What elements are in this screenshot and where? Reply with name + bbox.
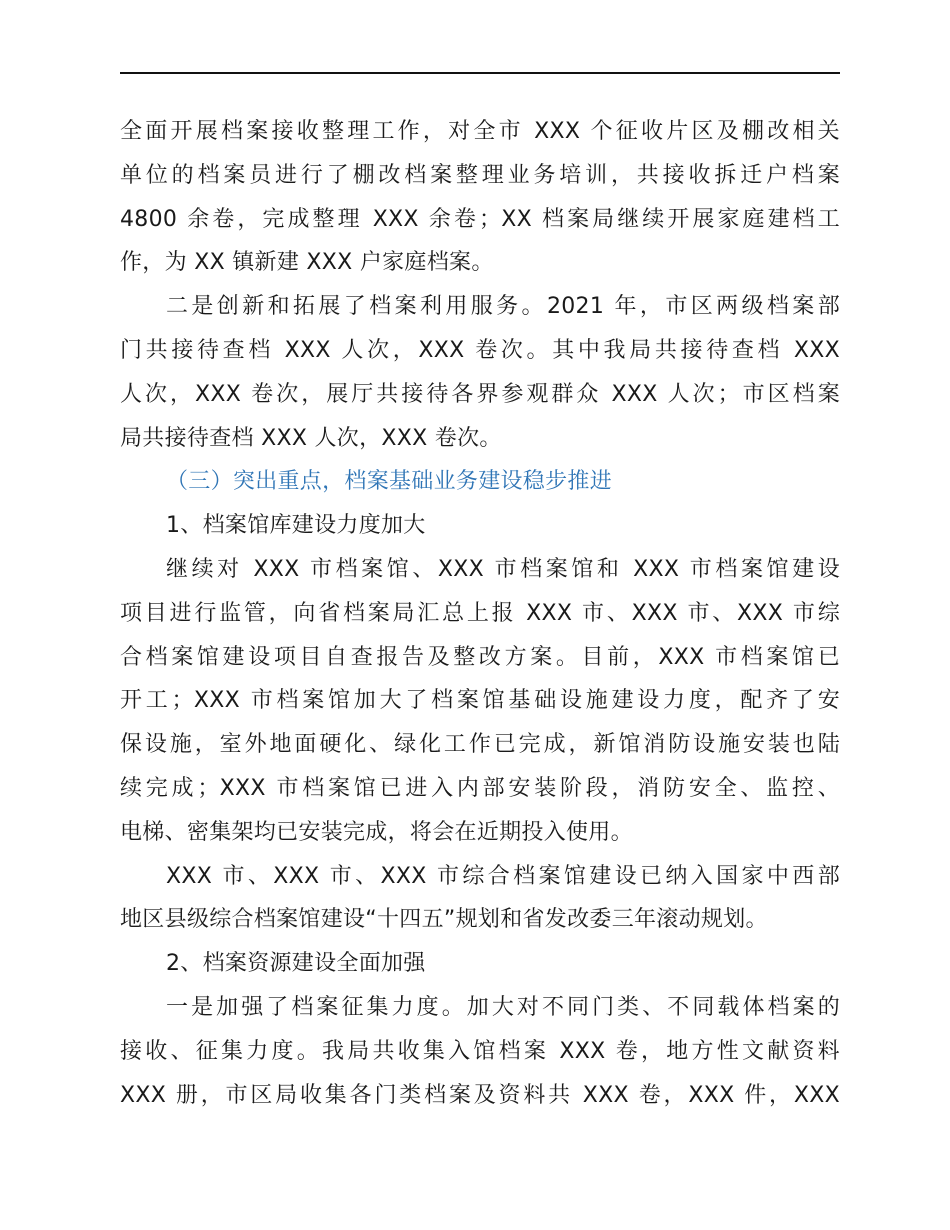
subheading-text: 1、档案馆库建设力度加大	[166, 513, 426, 539]
text-line: 接收、征集力度。我局共收集入馆档案 XXX 卷，地方性文献资料	[120, 1038, 840, 1064]
text-line: 全面开展档案接收整理工作，对全市 XXX 个征收片区及棚改相关	[120, 119, 840, 144]
text-line: 继续对 XXX 市档案馆、XXX 市档案馆和 XXX 市档案馆建设	[166, 556, 840, 582]
text-line: 合档案馆建设项目自查报告及整改方案。目前，XXX 市档案馆已	[120, 644, 840, 670]
text-line: 4800 余卷，完成整理 XXX 余卷；XX 档案局继续开展家庭建档工	[120, 206, 840, 232]
text-line: 地区县级综合档案馆建设“十四五”规划和省发改委三年滚动规划。	[120, 907, 768, 933]
paragraph-utilization-service	[120, 285, 840, 460]
text-line: 作，为 XX 镇新建 XXX 户家庭档案。	[120, 250, 494, 276]
text-line: 开工；XXX 市档案馆加大了档案馆基础设施建设力度，配齐了安	[120, 688, 840, 714]
header-rule	[120, 72, 840, 74]
document-body	[120, 110, 840, 1117]
text-line: 二是创新和拓展了档案利用服务。2021 年，市区两级档案部	[166, 294, 840, 320]
section-heading	[120, 460, 840, 504]
text-line: XXX 市、XXX 市、XXX 市综合档案馆建设已纳入国家中西部	[166, 863, 840, 889]
text-line: 电梯、密集架均已安装完成，将会在近期投入使用。	[120, 819, 633, 845]
paragraph-national-plan	[120, 855, 840, 943]
text-line: 续完成；XXX 市档案馆已进入内部安装阶段，消防安全、监控、	[120, 775, 840, 801]
subheading-text: 2、档案资源建设全面加强	[166, 951, 426, 977]
paragraph-collection-effort	[120, 986, 840, 1117]
text-line: 一是加强了档案征集力度。加大对不同门类、不同载体档案的	[166, 994, 840, 1020]
subheading-resource-building	[120, 942, 840, 986]
paragraph-archive-receiving	[120, 110, 840, 285]
paragraph-construction-supervision	[120, 548, 840, 855]
text-line: 保设施，室外地面硬化、绿化工作已完成，新馆消防设施安装也陆	[120, 732, 840, 758]
text-line: 局共接待查档 XXX 人次，XXX 卷次。	[120, 425, 502, 451]
subheading-archive-building	[120, 504, 840, 548]
text-line: 项目进行监管，向省档案局汇总上报 XXX 市、XXX 市、XXX 市综	[120, 600, 840, 626]
text-line: XXX 册，市区局收集各门类档案及资料共 XXX 卷，XXX 件，XXX	[120, 1082, 840, 1108]
text-line: 单位的档案员进行了棚改档案整理业务培训，共接收拆迁户档案	[120, 162, 840, 188]
text-line: 人次，XXX 卷次，展厅共接待各界参观群众 XXX 人次；市区档案	[120, 381, 840, 407]
section-heading-text: （三）突出重点，档案基础业务建设稳步推进	[166, 469, 613, 495]
text-line: 门共接待查档 XXX 人次，XXX 卷次。其中我局共接待查档 XXX	[120, 337, 840, 363]
